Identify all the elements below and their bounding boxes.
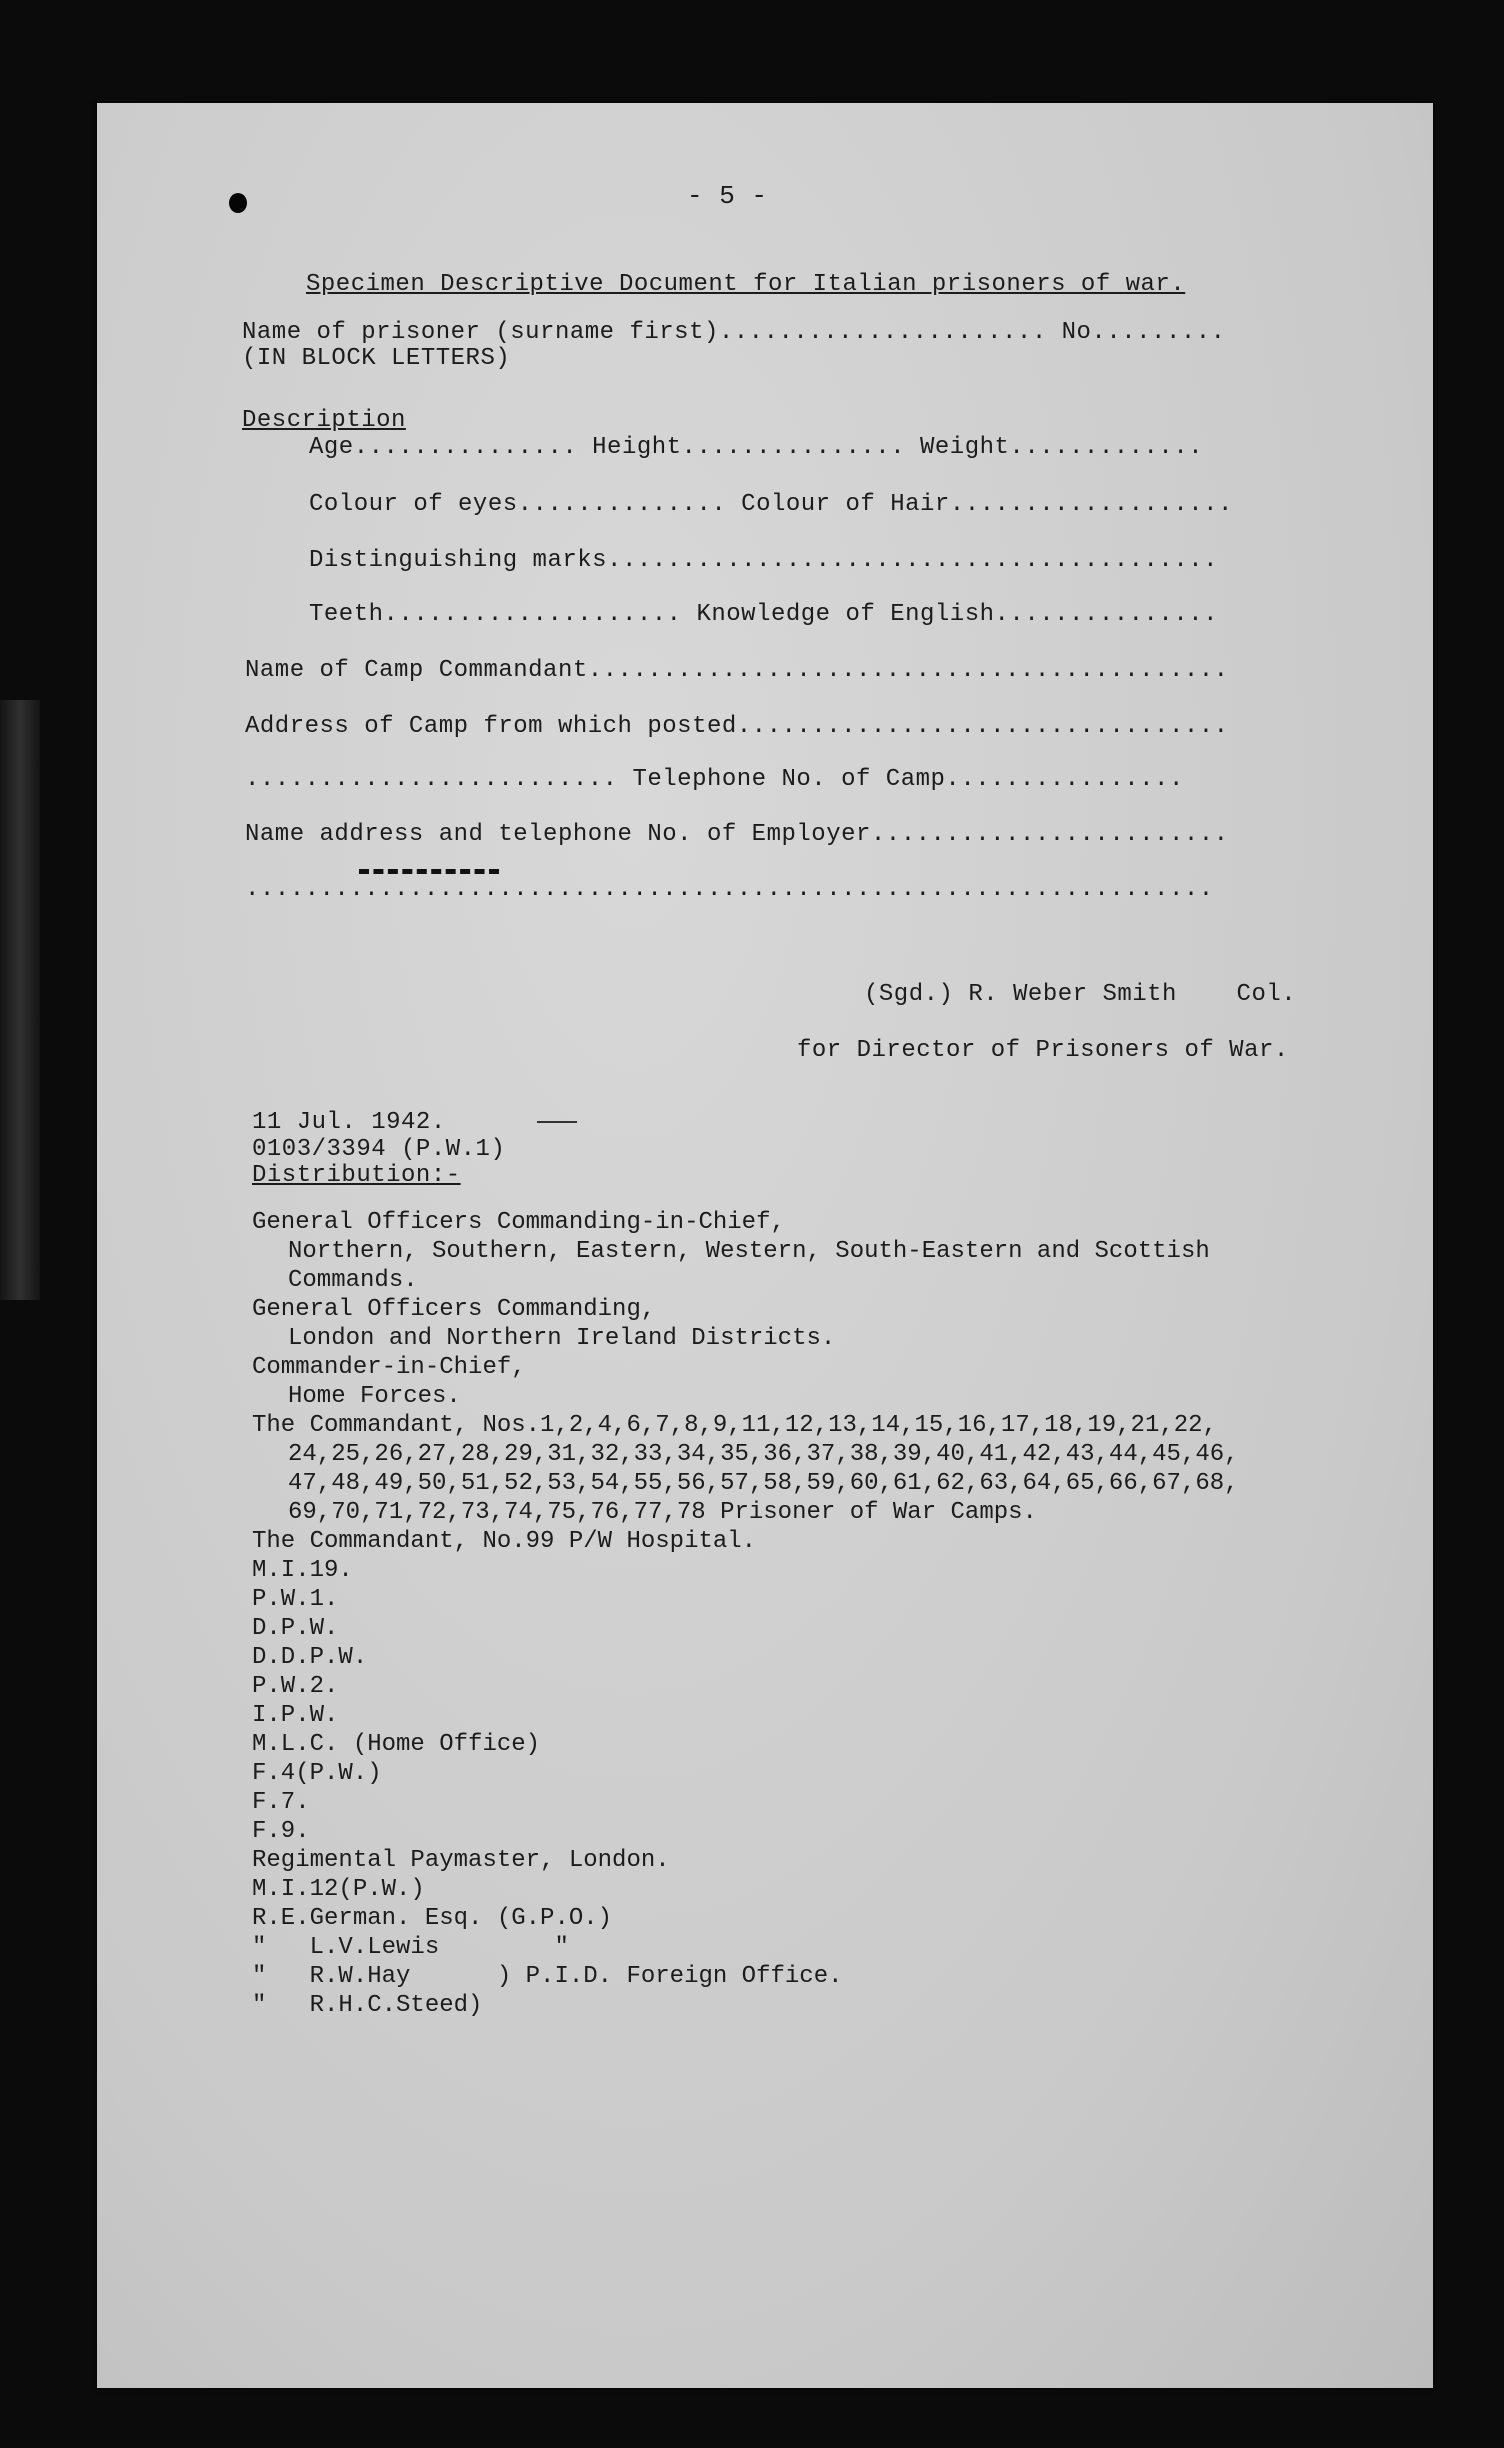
distribution-label: Distribution:- (252, 1162, 461, 1189)
distribution-item: Commands. (288, 1267, 418, 1294)
page-number: - 5 - (687, 181, 768, 211)
distribution-item: F.7. (252, 1789, 310, 1816)
form-address-line: Address of Camp from which posted................................. (245, 713, 1229, 740)
distribution-item: F.9. (252, 1818, 310, 1845)
distribution-item: General Officers Commanding, (252, 1296, 656, 1323)
document-date: 11 Jul. 1942. (252, 1109, 446, 1136)
distribution-item: Northern, Southern, Eastern, Western, South-Eastern and Scottish (288, 1238, 1210, 1265)
distribution-item: I.P.W. (252, 1702, 339, 1729)
signature-title: for Director of Prisoners of War. (797, 1037, 1289, 1064)
distribution-item: 47,48,49,50,51,52,53,54,55,56,57,58,59,60,61,62,63,64,65,66,67,68, (288, 1470, 1239, 1497)
distribution-item: 69,70,71,72,73,74,75,76,77,78 Prisoner of War Camps. (288, 1499, 1037, 1526)
distribution-item: M.L.C. (Home Office) (252, 1731, 541, 1758)
form-name-line: Name of prisoner (surname first)...................... No......... (242, 319, 1226, 346)
form-commandant-line: Name of Camp Commandant........................................... (245, 657, 1229, 684)
form-telephone-line: ......................... Telephone No. of Camp................ (245, 766, 1184, 793)
distribution-item: D.P.W. (252, 1615, 339, 1642)
distribution-item: D.D.P.W. (252, 1644, 368, 1671)
form-marks-line: Distinguishing marks......................................... (309, 547, 1219, 574)
form-eyes-line: Colour of eyes.............. Colour of Hair................... (309, 491, 1233, 518)
form-blank-line: ................................................................. (245, 876, 1214, 903)
form-employer-line: Name address and telephone No. of Employer........................ (245, 821, 1229, 848)
form-block-letters-note: (IN BLOCK LETTERS) (242, 345, 511, 372)
distribution-item: " R.H.C.Steed) (252, 1992, 483, 2019)
distribution-item: F.4(P.W.) (252, 1760, 382, 1787)
distribution-item: M.I.19. (252, 1557, 353, 1584)
distribution-item: Home Forces. (288, 1383, 461, 1410)
distribution-item: P.W.1. (252, 1586, 339, 1613)
distribution-list (252, 1208, 1239, 2020)
film-edge (0, 700, 40, 1300)
distribution-item: The Commandant, No.99 P/W Hospital. (252, 1528, 757, 1555)
ink-blot (229, 193, 247, 213)
form-age-line: Age............... Height............... Weight............. (309, 434, 1204, 461)
distribution-item: " L.V.Lewis " (252, 1934, 569, 1961)
distribution-item: London and Northern Ireland Districts. (288, 1325, 836, 1352)
description-label: Description (242, 407, 406, 434)
document-heading: Specimen Descriptive Document for Italian prisoners of war. (306, 271, 1186, 298)
signature-line: (Sgd.) R. Weber Smith Col. (864, 981, 1297, 1008)
distribution-item: General Officers Commanding-in-Chief, (252, 1209, 785, 1236)
distribution-item: R.E.German. Esq. (G.P.O.) (252, 1905, 613, 1932)
distribution-item: Regimental Paymaster, London. (252, 1847, 670, 1874)
ink-scribble (359, 863, 499, 874)
form-teeth-line: Teeth.................... Knowledge of English............... (309, 601, 1219, 628)
dash-mark (537, 1121, 577, 1123)
distribution-item: P.W.2. (252, 1673, 339, 1700)
distribution-item: The Commandant, Nos.1,2,4,6,7,8,9,11,12,13,14,15,16,17,18,19,21,22, (252, 1412, 1217, 1439)
distribution-item: 24,25,26,27,28,29,31,32,33,34,35,36,37,38,39,40,41,42,43,44,45,46, (288, 1441, 1239, 1468)
distribution-item: " R.W.Hay ) P.I.D. Foreign Office. (252, 1963, 843, 1990)
document-reference: 0103/3394 (P.W.1) (252, 1136, 506, 1163)
distribution-item: Commander-in-Chief, (252, 1354, 526, 1381)
distribution-item: M.I.12(P.W.) (252, 1876, 425, 1903)
